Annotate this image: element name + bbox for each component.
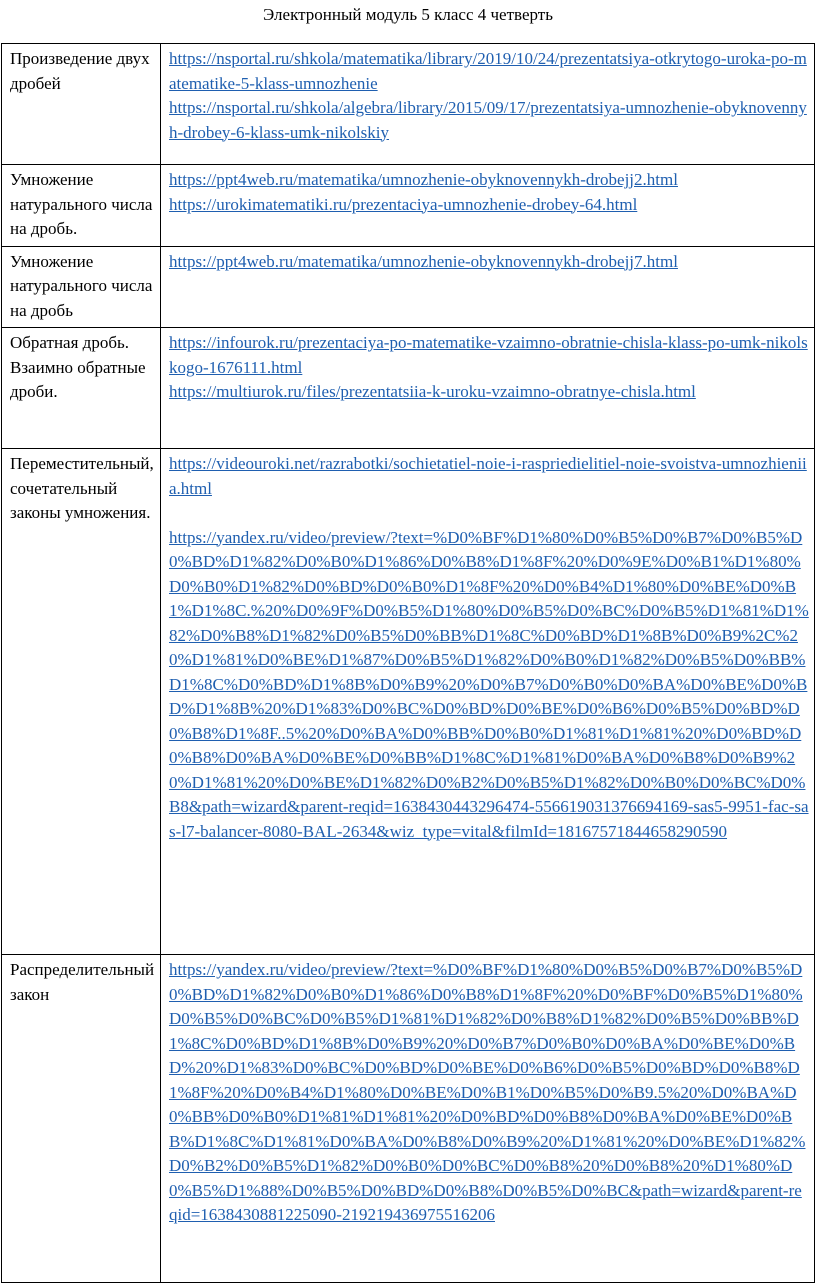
page-title: Электронный модуль 5 класс 4 четверть	[263, 5, 553, 24]
resource-link[interactable]: https://multiurok.ru/files/prezentatsiia-k-uroku-vzaimno-obratnye-chisla.html	[169, 382, 696, 401]
links-cell	[161, 246, 815, 328]
lessons-table	[1, 43, 815, 1283]
table-row	[2, 449, 815, 955]
links-cell	[161, 44, 815, 165]
resource-link[interactable]: https://infourok.ru/prezentaciya-po-matematike-vzaimno-obratnie-chisla-klass-po-umk-nikolskogo-1676111.html	[169, 333, 808, 377]
resource-link[interactable]: https://nsportal.ru/shkola/matematika/library/2019/10/24/prezentatsiya-otkrytogo-uroka-po-matematike-5-klass-umnozhenie	[169, 49, 807, 93]
table-row	[2, 44, 815, 165]
links-cell	[161, 955, 815, 1283]
links-cell	[161, 449, 815, 955]
resource-link[interactable]: https://videouroki.net/razrabotki/sochietatiel-noie-i-raspriedielitiel-noie-svoistva-umnozhieniia.html	[169, 454, 807, 498]
topic-cell: Умножение натурального числа на дробь.	[2, 165, 161, 247]
table-row	[2, 328, 815, 449]
topic-cell: Распределительный закон	[2, 955, 161, 1283]
topic-cell: Умножение натурального числа на дробь	[2, 246, 161, 328]
topic-cell: Произведение двух дробей	[2, 44, 161, 165]
resource-link[interactable]: https://yandex.ru/video/preview/?text=%D0%BF%D1%80%D0%B5%D0%B7%D0%B5%D0%BD%D1%82%D0%B0%D1%86%D0%B8%D1%8F%20%D0%9E%D0%B1%D1%80%D0%B0%D1%82%D0%BD%D0%B0%D1%8F%20%D0%B4%D1%80%D0%BE%D0%B1%D1%8C.%20%D0%9F%D0%B5%D1%80%D0%B5%D0%BC%D0%B5%D1%81%D1%82%D0%B8%D1%82%D0%B5%D0%BB%D1%8C%D0%BD%D1%8B%D0%B9%2C%20%D1%81%D0%BE%D1%87%D0%B5%D1%82%D0%B0%D1%82%D0%B5%D0%BB%D1%8C%D0%BD%D1%8B%D0%B9%20%D0%B7%D0%B0%D0%BA%D0%BE%D0%BD%D1%8B%20%D1%83%D0%BC%D0%BD%D0%BE%D0%B6%D0%B5%D0%BD%D0%B8%D1%8F..5%20%D0%BA%D0%BB%D0%B0%D1%81%D1%81%20%D0%BD%D0%B8%D0%BA%D0%BE%D0%BB%D1%8C%D1%81%D0%BA%D0%B8%D0%B9%20%D1%81%20%D0%BE%D1%82%D0%B2%D0%B5%D1%82%D0%B0%D0%BC%D0%B8&path=wizard&parent-reqid=1638430443296474-556619031376694169-sas5-9951-fac-sas-l7-balancer-8080-BAL-2634&wiz_type=vital&filmId=18167571844658290590	[169, 527, 809, 841]
resource-link[interactable]: https://urokimatematiki.ru/prezentaciya-umnozhenie-drobey-64.html	[169, 194, 638, 214]
table-row	[2, 246, 815, 328]
table-row	[2, 955, 815, 1283]
topic-cell: Обратная дробь. Взаимно обратные дроби.	[2, 328, 161, 449]
table-row	[2, 165, 815, 247]
resource-link[interactable]: https://yandex.ru/video/preview/?text=%D0%BF%D1%80%D0%B5%D0%B7%D0%B5%D0%BD%D1%82%D0%B0%D1%86%D0%B8%D1%8F%20%D0%BF%D0%B5%D1%80%D0%B5%D0%BC%D0%B5%D1%81%D1%82%D0%B8%D1%82%D0%B5%D0%BB%D1%8C%D0%BD%D1%8B%D0%B9%20%D0%B7%D0%B0%D0%BA%D0%BE%D0%BD%20%D1%83%D0%BC%D0%BD%D0%BE%D0%B6%D0%B5%D0%BD%D0%B8%D1%8F%20%D0%B4%D1%80%D0%BE%D0%B1%D0%B5%D0%B9.5%20%D0%BA%D0%BB%D0%B0%D1%81%D1%81%20%D0%BD%D0%B8%D0%BA%D0%BE%D0%BB%D1%8C%D1%81%D0%BA%D0%B8%D0%B9%20%D1%81%20%D0%BE%D1%82%D0%B2%D0%B5%D1%82%D0%B0%D0%BC%D0%B8%20%D0%B8%20%D1%80%D0%B5%D1%88%D0%B5%D0%BD%D0%B8%D0%B5%D0%BC&path=wizard&parent-reqid=1638430881225090-219219436975516206	[169, 960, 806, 1224]
resource-link[interactable]: https://ppt4web.ru/matematika/umnozhenie-obyknovennykh-drobejj7.html	[169, 251, 678, 271]
links-cell	[161, 328, 815, 449]
spacer	[169, 501, 809, 526]
resource-link[interactable]: https://nsportal.ru/shkola/algebra/library/2015/09/17/prezentatsiya-umnozhenie-obyknovennyh-drobey-6-klass-umk-nikolskiy	[169, 98, 807, 142]
resource-link[interactable]: https://ppt4web.ru/matematika/umnozhenie-obyknovennykh-drobejj2.html	[169, 170, 678, 189]
links-cell	[161, 165, 815, 247]
topic-cell: Переместительный, сочетательный законы умножения.	[2, 449, 161, 955]
